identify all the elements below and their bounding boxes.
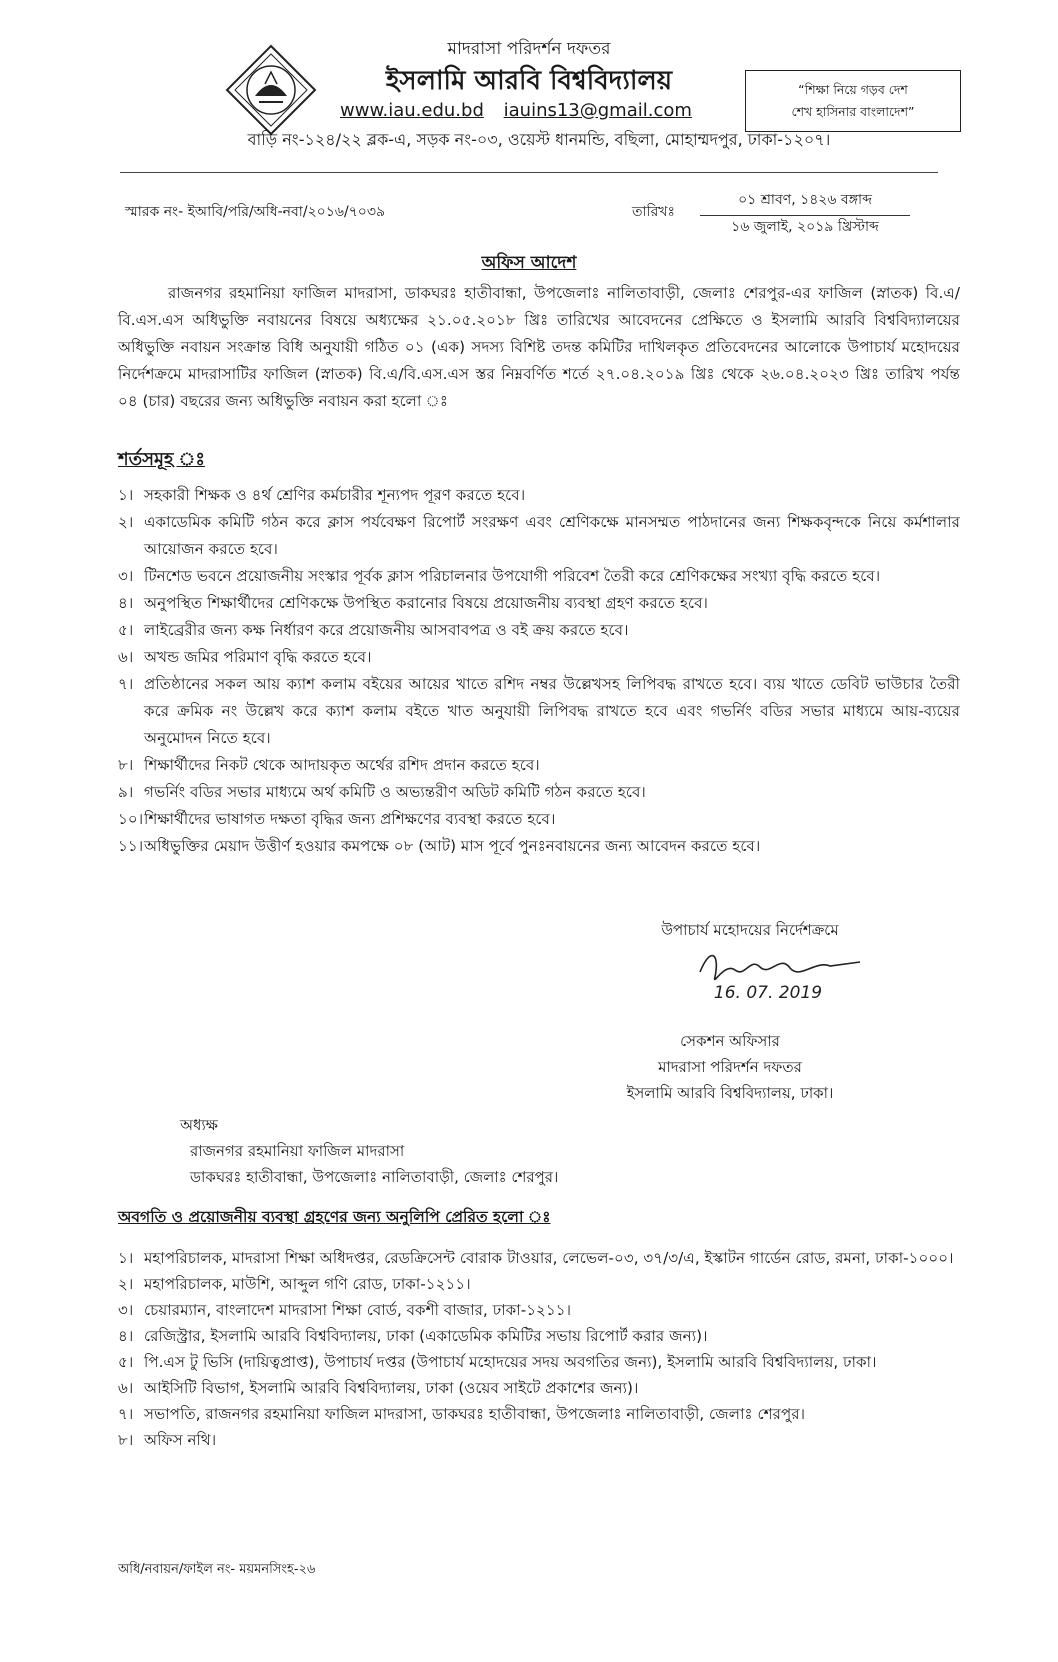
list-item: ৩। চেয়ারম্যান, বাংলাদেশ মাদরাসা শিক্ষা বোর্ড, বকশী বাজার, ঢাকা-১২১১। [118, 1301, 572, 1319]
university-name: ইসলামি আরবি বিশ্ববিদ্যালয় [385, 66, 673, 96]
university-logo [225, 44, 317, 136]
signatory-designation: সেকশন অফিসার [680, 1032, 780, 1050]
date-label: তারিখঃ [632, 204, 675, 220]
file-number: অধি/নবায়ন/ফাইল নং- ময়মনসিংহ-২৬ [118, 1562, 316, 1577]
list-item: ১১।অধিভুক্তির মেয়াদ উত্তীর্ণ হওয়ার কমপক্ষে ০৮ (আট) মাস পূর্বে পুনঃনবায়নের জন্য আবেদন করতে হবে। [118, 837, 761, 855]
list-item: ৩। টিনশেড ভবনে প্রয়োজনীয় সংস্কার পূর্বক ক্লাস পরিচালনার উপযোগী পরিবেশ তৈরী করে শ্রেণিকক্ষের সংখ্যা বৃদ্ধি করতে হবে। [118, 567, 881, 585]
order-body: রাজনগর রহমানিয়া ফাজিল মাদরাসা, ডাকঘরঃ হাতীবান্ধা, উপজেলাঃ নালিতাবাড়ী, জেলাঃ শেরপুর-এর ফাজিল (স্নাতক) বি.এ/বি.এস.এস অধিভুক্তি নবায়নের বিষয়ে অধ্যক্ষের ২১.০৫.২০১৮ খ্রিঃ তারিখের আবেদনের প্রেক্ষিতে ও ইসলামি আরবি বিশ্ববিদ্যালয়ের অধিভুক্তি নবায়ন সংক্রান্ত বিধি অনুযায়ী গঠিত ০১ (এক) সদস্য বিশিষ্ট তদন্ত কমিটির দাখিলকৃত প্রতিবেদনের আলোকে উপাচার্য মহোদয়ের নির্দেশক্রমে মাদরাসাটির ফাজিল (স্নাতক) বি.এ/বি.এস.এস স্তর নিম্নবর্ণিত শর্তে ২৭.০৪.২০১৯ খ্রিঃ থেকে ২৬.০৪.২০২৩ খ্রিঃ তারিখ পর্যন্ত ০৪ (চার) বছরের জন্য অধিভুক্তি নবায়ন করা হলো ঃ [118, 284, 960, 410]
contact-line [340, 100, 706, 121]
office-name: মাদরাসা পরিদর্শন দফতর [447, 39, 611, 59]
motto-box [745, 70, 961, 132]
recipient-title: অধ্যক্ষ [180, 1116, 218, 1134]
list-item: ৮। অফিস নথি। [118, 1431, 217, 1449]
date-gregorian: ১৬ জুলাই, ২০১৯ খ্রিস্টাব্দ [731, 219, 879, 235]
motto-line-1: “শিক্ষা নিয়ে গড়ব দেশ [798, 82, 908, 97]
university-address: বাড়ি নং-১২৪/২২ ব্লক-এ, সড়ক নং-০৩, ওয়েস্ট ধানমন্ডি, বছিলা, মোহাম্মদপুর, ঢাকা-১২০৭। [247, 130, 831, 149]
conditions-list [118, 482, 960, 860]
list-item: ৬। আইসিটি বিভাগ, ইসলামি আরবি বিশ্ববিদ্যালয়, ঢাকা (ওয়েব সাইটে প্রকাশের জন্য)। [118, 1379, 639, 1397]
list-item: ৬। অখন্ড জমির পরিমাণ বৃদ্ধি করতে হবে। [118, 648, 372, 666]
recipient-address [180, 1112, 558, 1190]
header-divider [120, 172, 938, 173]
list-item: ৮। শিক্ষার্থীদের নিকট থেকে আদায়কৃত অর্থের রশিদ প্রদান করতে হবে। [118, 756, 540, 774]
document-title: অফিস আদেশ [481, 253, 577, 273]
recipient-location: ডাকঘরঃ হাতীবান্ধা, উপজেলাঃ নালিতাবাড়ী, জেলাঃ শেরপুর। [190, 1168, 559, 1186]
conditions-heading: শর্তসমূহ ঃ [118, 449, 205, 470]
list-item: ১। সহকারী শিক্ষক ও ৪র্থ শ্রেণির কর্মচারীর শূন্যপদ পূরণ করতে হবে। [118, 486, 526, 504]
list-item: ১। মহাপরিচালক, মাদরাসা শিক্ষা অধিদপ্তর, রেডক্রিসেন্ট বোরাক টাওয়ার, লেভেল-০৩, ৩৭/৩/এ, ইস্কাটন গার্ডেন রোড, রমনা, ঢাকা-১০০০। [118, 1249, 954, 1267]
handwritten-signature [690, 942, 870, 1004]
list-item: ৫। লাইব্রেরীর জন্য কক্ষ নির্ধারণ করে প্রয়োজনীয় আসবাবপত্র ও বই ক্রয় করতে হবে। [118, 621, 629, 639]
list-item: ৭। প্রতিষ্ঠানের সকল আয় ক্যাশ কলাম বইয়ের আয়ের খাতে রশিদ নম্বর উল্লেখসহ লিপিবদ্ধ রাখতে হবে। ব্যয় খাতে ডেবিট ভাউচার তৈরী করে ক্রমিক নং উল্লেখ করে ক্যাশ কলাম বইতে খাত অনুযায়ী লিপিবদ্ধ রাখতে হবে এবং গভর্নিং বডির সভার মাধ্যমে আয়-ব্যয়ের অনুমোদন নিতে হবে। [118, 675, 960, 747]
signature-directive: উপাচার্য মহোদয়ের নির্দেশক্রমে [661, 921, 839, 939]
recipient-name: রাজনগর রহমানিয়া ফাজিল মাদরাসা [190, 1142, 405, 1160]
signatory-office: মাদরাসা পরিদর্শন দফতর [658, 1058, 802, 1076]
list-item: ৪। অনুপস্থিত শিক্ষার্থীদের শ্রেণিকক্ষে উপস্থিত করানোর বিষয়ে প্রয়োজনীয় ব্যবস্থা গ্রহণ করতে হবে। [118, 594, 708, 612]
list-item: ৯। গভর্নিং বডির সভার মাধ্যমে অর্থ কমিটি ও অভ্যন্তরীণ অডিট কমিটি গঠন করতে হবে। [118, 783, 646, 801]
cc-heading: অবগতি ও প্রয়োজনীয় ব্যবস্থা গ্রহণের জন্য অনুলিপি প্রেরিত হলো ঃ [118, 1208, 551, 1226]
email-link[interactable]: iauins13@gmail.com [503, 100, 692, 121]
cc-list [118, 1245, 960, 1453]
signatory-block [590, 1028, 870, 1106]
list-item: ১০।শিক্ষার্থীদের ভাষাগত দক্ষতা বৃদ্ধির জন্য প্রশিক্ষণের ব্যবস্থা করতে হবে। [118, 810, 556, 828]
signatory-university: ইসলামি আরবি বিশ্ববিদ্যালয়, ঢাকা। [626, 1084, 834, 1102]
list-item: ৭। সভাপতি, রাজনগর রহমানিয়া ফাজিল মাদরাসা, ডাকঘরঃ হাতীবান্ধা, উপজেলাঃ নালিতাবাড়ী, জেলাঃ শেরপুর। [118, 1405, 806, 1423]
date-bangla: ০১ শ্রাবণ, ১৪২৬ বঙ্গাব্দ [700, 188, 910, 216]
website-link[interactable]: www.iau.edu.bd [340, 100, 484, 121]
memo-number: স্মারক নং- ইআবি/পরি/অধি-নবা/২০১৬/৭০৩৯ [125, 204, 386, 220]
list-item: ৫। পি.এস টু ভিসি (দায়িত্বপ্রাপ্ত), উপাচার্য দপ্তর (উপাচার্য মহোদয়ের সদয় অবগতির জন্য), ইসলামি আরবি বিশ্ববিদ্যালয়, ঢাকা। [118, 1353, 877, 1371]
list-item: ২। একাডেমিক কমিটি গঠন করে ক্লাস পর্যবেক্ষণ রিপোর্ট সংরক্ষণ এবং শ্রেণিকক্ষে মানসম্মত পাঠদানের জন্য শিক্ষকবৃন্দকে নিয়ে কর্মশালার আয়োজন করতে হবে। [118, 513, 960, 558]
motto-line-2: শেখ হাসিনার বাংলাদেশ” [791, 104, 915, 119]
signature-date: 16. 07. 2019 [713, 983, 823, 1003]
list-item: ৪। রেজিস্ট্রার, ইসলামি আরবি বিশ্ববিদ্যালয়, ঢাকা (একাডেমিক কমিটির সভায় রিপোর্ট করার জন্য)। [118, 1327, 708, 1345]
list-item: ২। মহাপরিচালক, মাউশি, আব্দুল গণি রোড, ঢাকা-১২১১। [118, 1275, 471, 1293]
